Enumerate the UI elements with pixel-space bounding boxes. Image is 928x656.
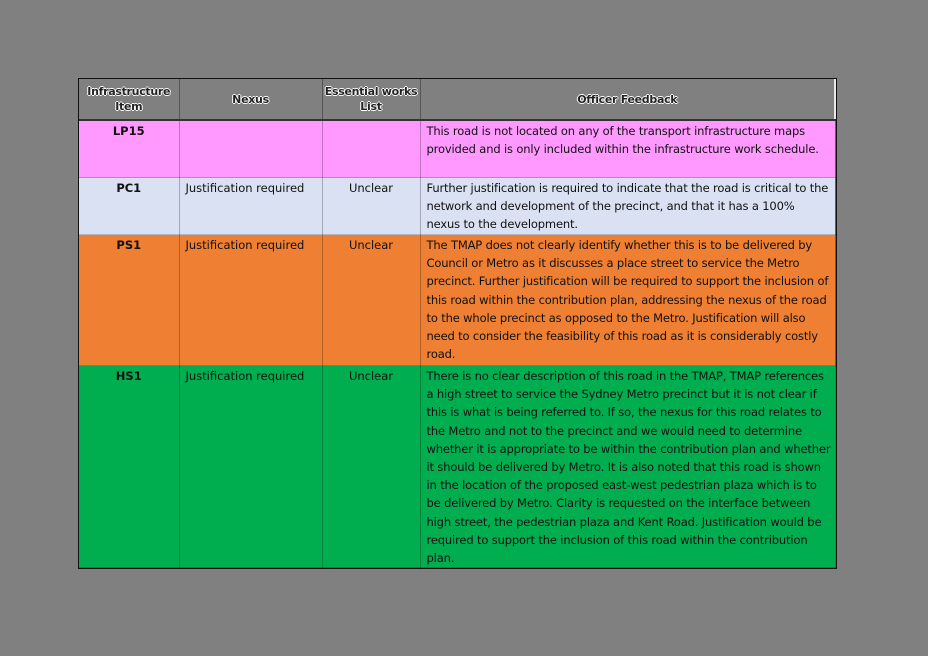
header-officer-feedback: Officer Feedback: [420, 79, 835, 120]
cell-nexus: Justification required: [179, 178, 322, 235]
cell-item: LP15: [79, 120, 179, 178]
table-row: [79, 366, 835, 568]
header-nexus: Nexus: [179, 79, 322, 120]
cell-item: HS1: [79, 366, 179, 568]
cell-item: PS1: [79, 235, 179, 366]
header-row: [79, 79, 835, 120]
table-row: [79, 120, 835, 178]
table-row: [79, 178, 835, 235]
cell-nexus: [179, 120, 322, 178]
feedback-table: [79, 79, 836, 568]
cell-essential-works: Unclear: [322, 235, 420, 366]
cell-officer-feedback: This road is not located on any of the transport infrastructure maps provided and is only included within the infrastructure work schedule.: [420, 120, 835, 178]
cell-officer-feedback: Further justification is required to indicate that the road is critical to the network and development of the precinct, and that it has a 100% nexus to the development.: [420, 178, 835, 235]
cell-essential-works: [322, 120, 420, 178]
cell-officer-feedback: The TMAP does not clearly identify whether this is to be delivered by Council or Metro as it discusses a place street to service the Metro precinct. Further justification will be required to support the inclusion of this road within the contribution plan, addressing the nexus of the road to the whole precinct as opposed to the Metro. Justification will also need to consider the feasibility of this road as it is considerably costly road.: [420, 235, 835, 366]
cell-item: PC1: [79, 178, 179, 235]
cell-nexus: Justification required: [179, 366, 322, 568]
header-essential-works-list: Essential works List: [322, 79, 420, 120]
infrastructure-feedback-table: [78, 78, 837, 569]
cell-essential-works: Unclear: [322, 178, 420, 235]
cell-nexus: Justification required: [179, 235, 322, 366]
header-infrastructure-item: Infrastructure Item: [79, 79, 179, 120]
cell-officer-feedback: There is no clear description of this road in the TMAP, TMAP references a high street to service the Sydney Metro precinct but it is not clear if this is what is being referred to. If so, the nexus for this road relates to the Metro and not to the precinct and we would need to determine whether it is appropriate to be within the contribution plan and whether it should be delivered by Metro. It is also noted that this road is shown in the location of the proposed east-west pedestrian plaza which is to be delivered by Metro. Clarity is requested on the interface between high street, the pedestrian plaza and Kent Road. Justification would be required to support the inclusion of this road within the contribution plan.: [420, 366, 835, 568]
cell-essential-works: Unclear: [322, 366, 420, 568]
table-row: [79, 235, 835, 366]
